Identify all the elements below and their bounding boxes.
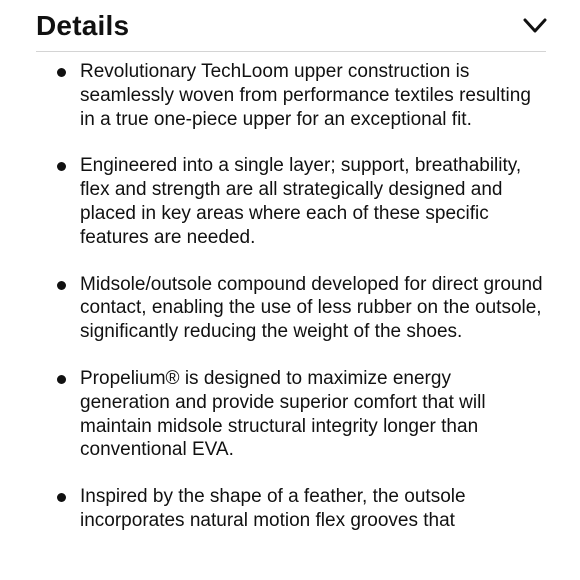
list-item <box>0 485 580 533</box>
list-item-text: Revolutionary TechLoom upper construction is seamlessly woven from performance textiles resulting in a true one-piece upper for an exceptional fit. <box>80 61 531 130</box>
bullet-icon <box>57 375 66 384</box>
list-item-text: Midsole/outsole compound developed for direct ground contact, enabling the use of less rubber on the outsole, significantly reducing the weight of the shoes. <box>80 273 543 343</box>
list-item-text: Inspired by the shape of a feather, the outsole incorporates natural motion flex grooves that <box>80 486 466 531</box>
bullet-icon <box>57 68 66 77</box>
list-item <box>0 60 580 131</box>
details-accordion-header[interactable] <box>0 0 580 52</box>
list-item <box>0 273 580 344</box>
bullet-icon <box>57 281 66 290</box>
list-item-text: Propelium® is designed to maximize energy generation and provide superior comfort that will maintain midsole structural integrity longer than conventional EVA. <box>80 367 486 461</box>
list-item <box>0 154 580 249</box>
list-item <box>0 367 580 462</box>
list-item-text: Engineered into a single layer; support, breathability, flex and strength are all strategically designed and placed in key areas where each of these specific features are needed. <box>80 155 522 248</box>
chevron-down-icon[interactable] <box>523 17 547 35</box>
header-divider <box>36 51 546 52</box>
details-list <box>0 60 580 556</box>
bullet-icon <box>57 493 66 502</box>
bullet-icon <box>57 162 66 171</box>
section-title: Details <box>36 10 130 41</box>
